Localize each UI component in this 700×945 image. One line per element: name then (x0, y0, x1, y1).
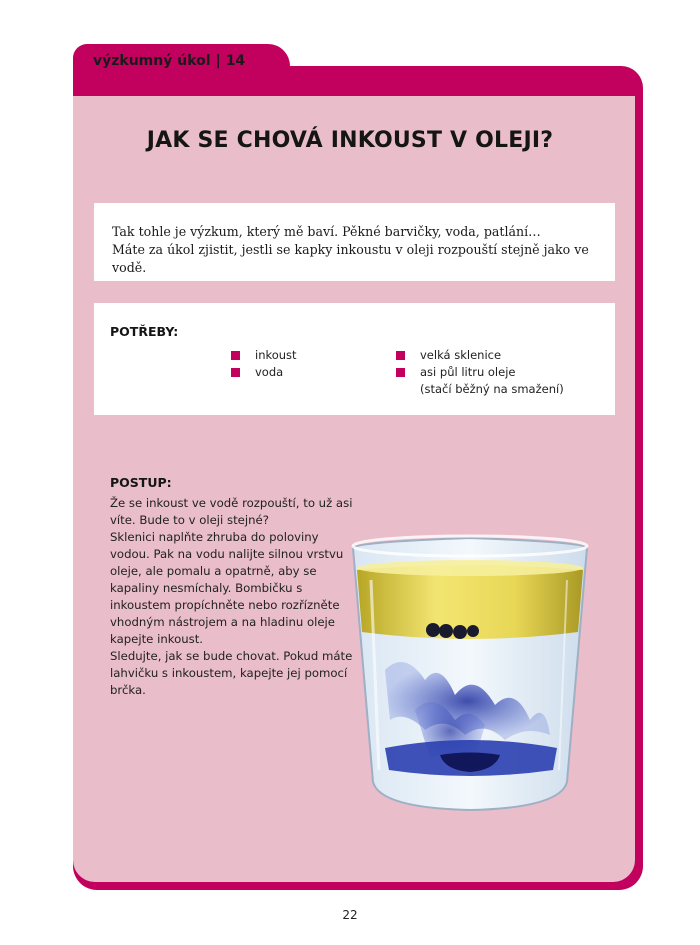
tab-label-text: výzkumný úkol (93, 53, 211, 69)
needs-item-note: (stačí běžný na smažení) (420, 382, 564, 396)
needs-title: POTŘEBY: (110, 324, 179, 339)
procedure-title: POSTUP: (110, 475, 172, 490)
needs-box (94, 303, 615, 415)
needs-item-label: asi půl litru oleje (420, 365, 516, 379)
square-bullet-icon (396, 351, 405, 360)
intro-box (94, 203, 615, 281)
needs-list-right (396, 347, 564, 398)
procedure-paragraph-2: Sklenici naplňte zhruba do poloviny vodou. Pak na vodu nalijte silnou vrstvu oleje, ale pomalu a opatrně, aby se kapaliny nesmíchaly. Bombičku s inkoustem propíchněte nebo rozřízněte vhodným nástrojem a na hladinu oleje kapejte inkoust. (110, 530, 344, 646)
square-bullet-icon (396, 368, 405, 377)
intro-line-2: Máte za úkol zjistit, jestli se kapky inkoustu v oleji rozpouští stejně jako ve vodě. (112, 242, 589, 275)
tab-number: 14 (225, 53, 246, 69)
square-bullet-icon (231, 351, 240, 360)
square-bullet-icon (231, 368, 240, 377)
page-number: 22 (342, 908, 358, 922)
needs-item-label: voda (255, 365, 284, 379)
glass-photo (345, 520, 595, 820)
list-item (396, 347, 564, 364)
page-title: JAK SE CHOVÁ INKOUST V OLEJI? (146, 128, 554, 153)
procedure-text (110, 495, 360, 699)
intro-text (112, 223, 607, 277)
chapter-tab-label (93, 53, 245, 69)
procedure-paragraph-1: Že se inkoust ve vodě rozpouští, to už asi víte. Bude to v oleji stejné? (110, 496, 353, 527)
list-item (231, 347, 297, 364)
needs-list-left (231, 347, 297, 381)
needs-item-label: inkoust (255, 348, 297, 362)
tab-separator: | (215, 53, 221, 69)
chapter-tab (73, 44, 290, 96)
list-item (231, 364, 297, 381)
intro-line-1: Tak tohle je výzkum, který mě baví. Pěkné barvičky, voda, patlání… (112, 224, 541, 239)
procedure-paragraph-3: Sledujte, jak se bude chovat. Pokud máte lahvičku s inkoustem, kapejte jej pomocí brčka. (110, 649, 353, 697)
list-item (396, 364, 564, 398)
needs-item-label: velká sklenice (420, 348, 502, 362)
